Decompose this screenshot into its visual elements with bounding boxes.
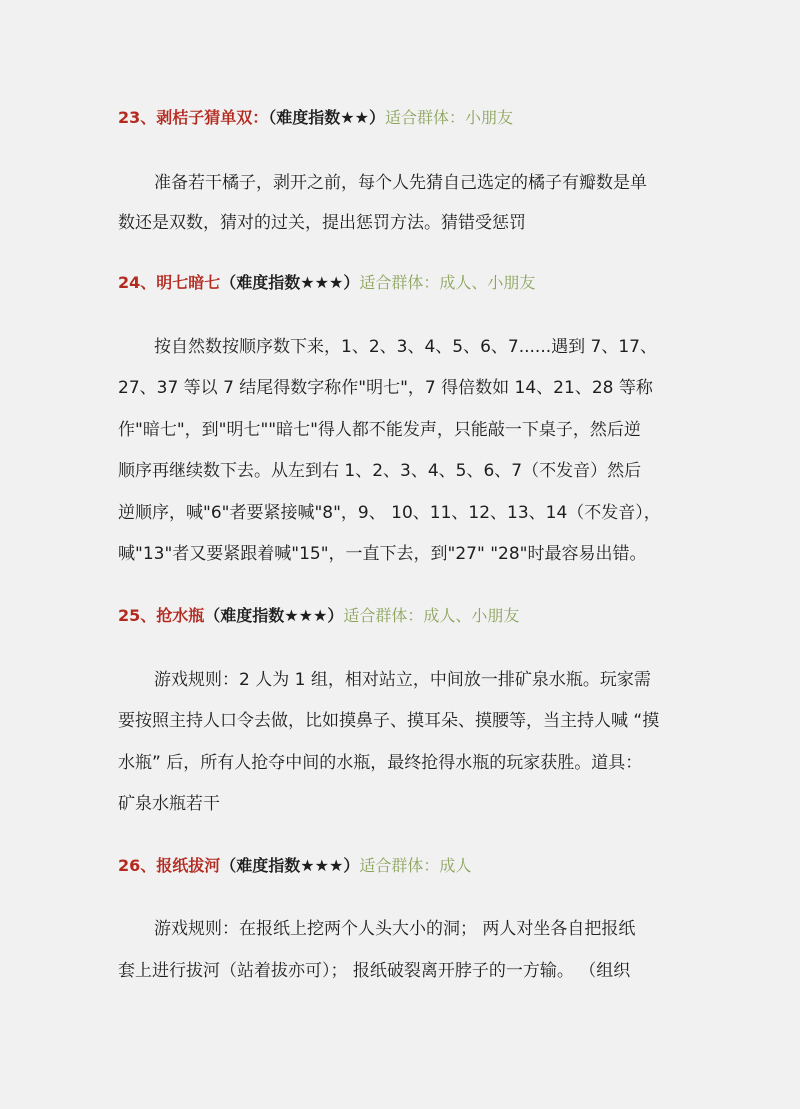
difficulty-rating: （难度指数★★） (268, 108, 385, 127)
paragraph-line: 游戏规则：2 人为 1 组，相对站立，中间放一排矿泉水瓶。玩家需 (154, 670, 651, 690)
paragraph-line: 准备若干橘子，剥开之前，每个人先猜自己选定的橘子有瓣数是单 (154, 173, 647, 193)
section-heading-23 (118, 104, 718, 132)
paragraph-line: 游戏规则：在报纸上挖两个人头大小的洞； 两人对坐各自把报纸 (154, 919, 636, 939)
section-heading-26 (118, 852, 718, 880)
paragraph-line: 作"暗七"，到"明七""暗七"得人都不能发声，只能敲一下桌子，然后逆 (118, 420, 641, 440)
section-heading-24 (118, 269, 718, 297)
paragraph-line: 矿泉水瓶若干 (118, 794, 220, 814)
difficulty-rating: （难度指数★★★） (220, 856, 360, 875)
audience-label: 适合群体：成人、小朋友 (343, 606, 520, 625)
paragraph-line: 喊"13"者又要紧跟着喊"15"，一直下去，到"27" "28"时最容易出错。 (118, 544, 647, 564)
paragraph-line: 水瓶” 后，所有人抢夺中间的水瓶，最终抢得水瓶的玩家获胜。道具： (118, 753, 643, 773)
paragraph-line: 逆顺序，喊"6"者要紧接喊"8"，9、 10、11、12、13、14（不发音）， (118, 503, 661, 523)
section-number-title: 25、抢水瓶 (118, 606, 205, 625)
paragraph-line: 27、37 等以 7 结尾得数字称作"明七"，7 得倍数如 14、21、28 等称 (118, 378, 653, 398)
difficulty-rating: （难度指数★★★） (220, 273, 360, 292)
paragraph-line: 套上进行拔河（站着拔亦可）； 报纸破裂离开脖子的一方输。 （组织 (118, 961, 631, 981)
section-number-title: 23、剥桔子猜单双： (118, 108, 269, 127)
audience-label: 适合群体：小朋友 (384, 108, 513, 127)
paragraph-line: 按自然数按顺序数下来，1、2、3、4、5、6、7......遇到 7、17、 (154, 337, 657, 357)
section-number-title: 26、报纸拔河 (118, 856, 221, 875)
section-heading-25 (118, 602, 718, 630)
paragraph-line: 要按照主持人口令去做，比如摸鼻子、摸耳朵、摸腰等，当主持人喊 “摸 (118, 711, 660, 731)
audience-label: 适合群体：成人 (359, 856, 472, 875)
paragraph-line: 顺序再继续数下去。从左到右 1、2、3、4、5、6、7（不发音）然后 (118, 461, 642, 481)
audience-label: 适合群体：成人、小朋友 (359, 273, 536, 292)
section-number-title: 24、明七暗七 (118, 273, 221, 292)
paragraph-line: 数还是双数，猜对的过关，提出惩罚方法。猜错受惩罚 (118, 213, 526, 233)
difficulty-rating: （难度指数★★★） (204, 606, 344, 625)
